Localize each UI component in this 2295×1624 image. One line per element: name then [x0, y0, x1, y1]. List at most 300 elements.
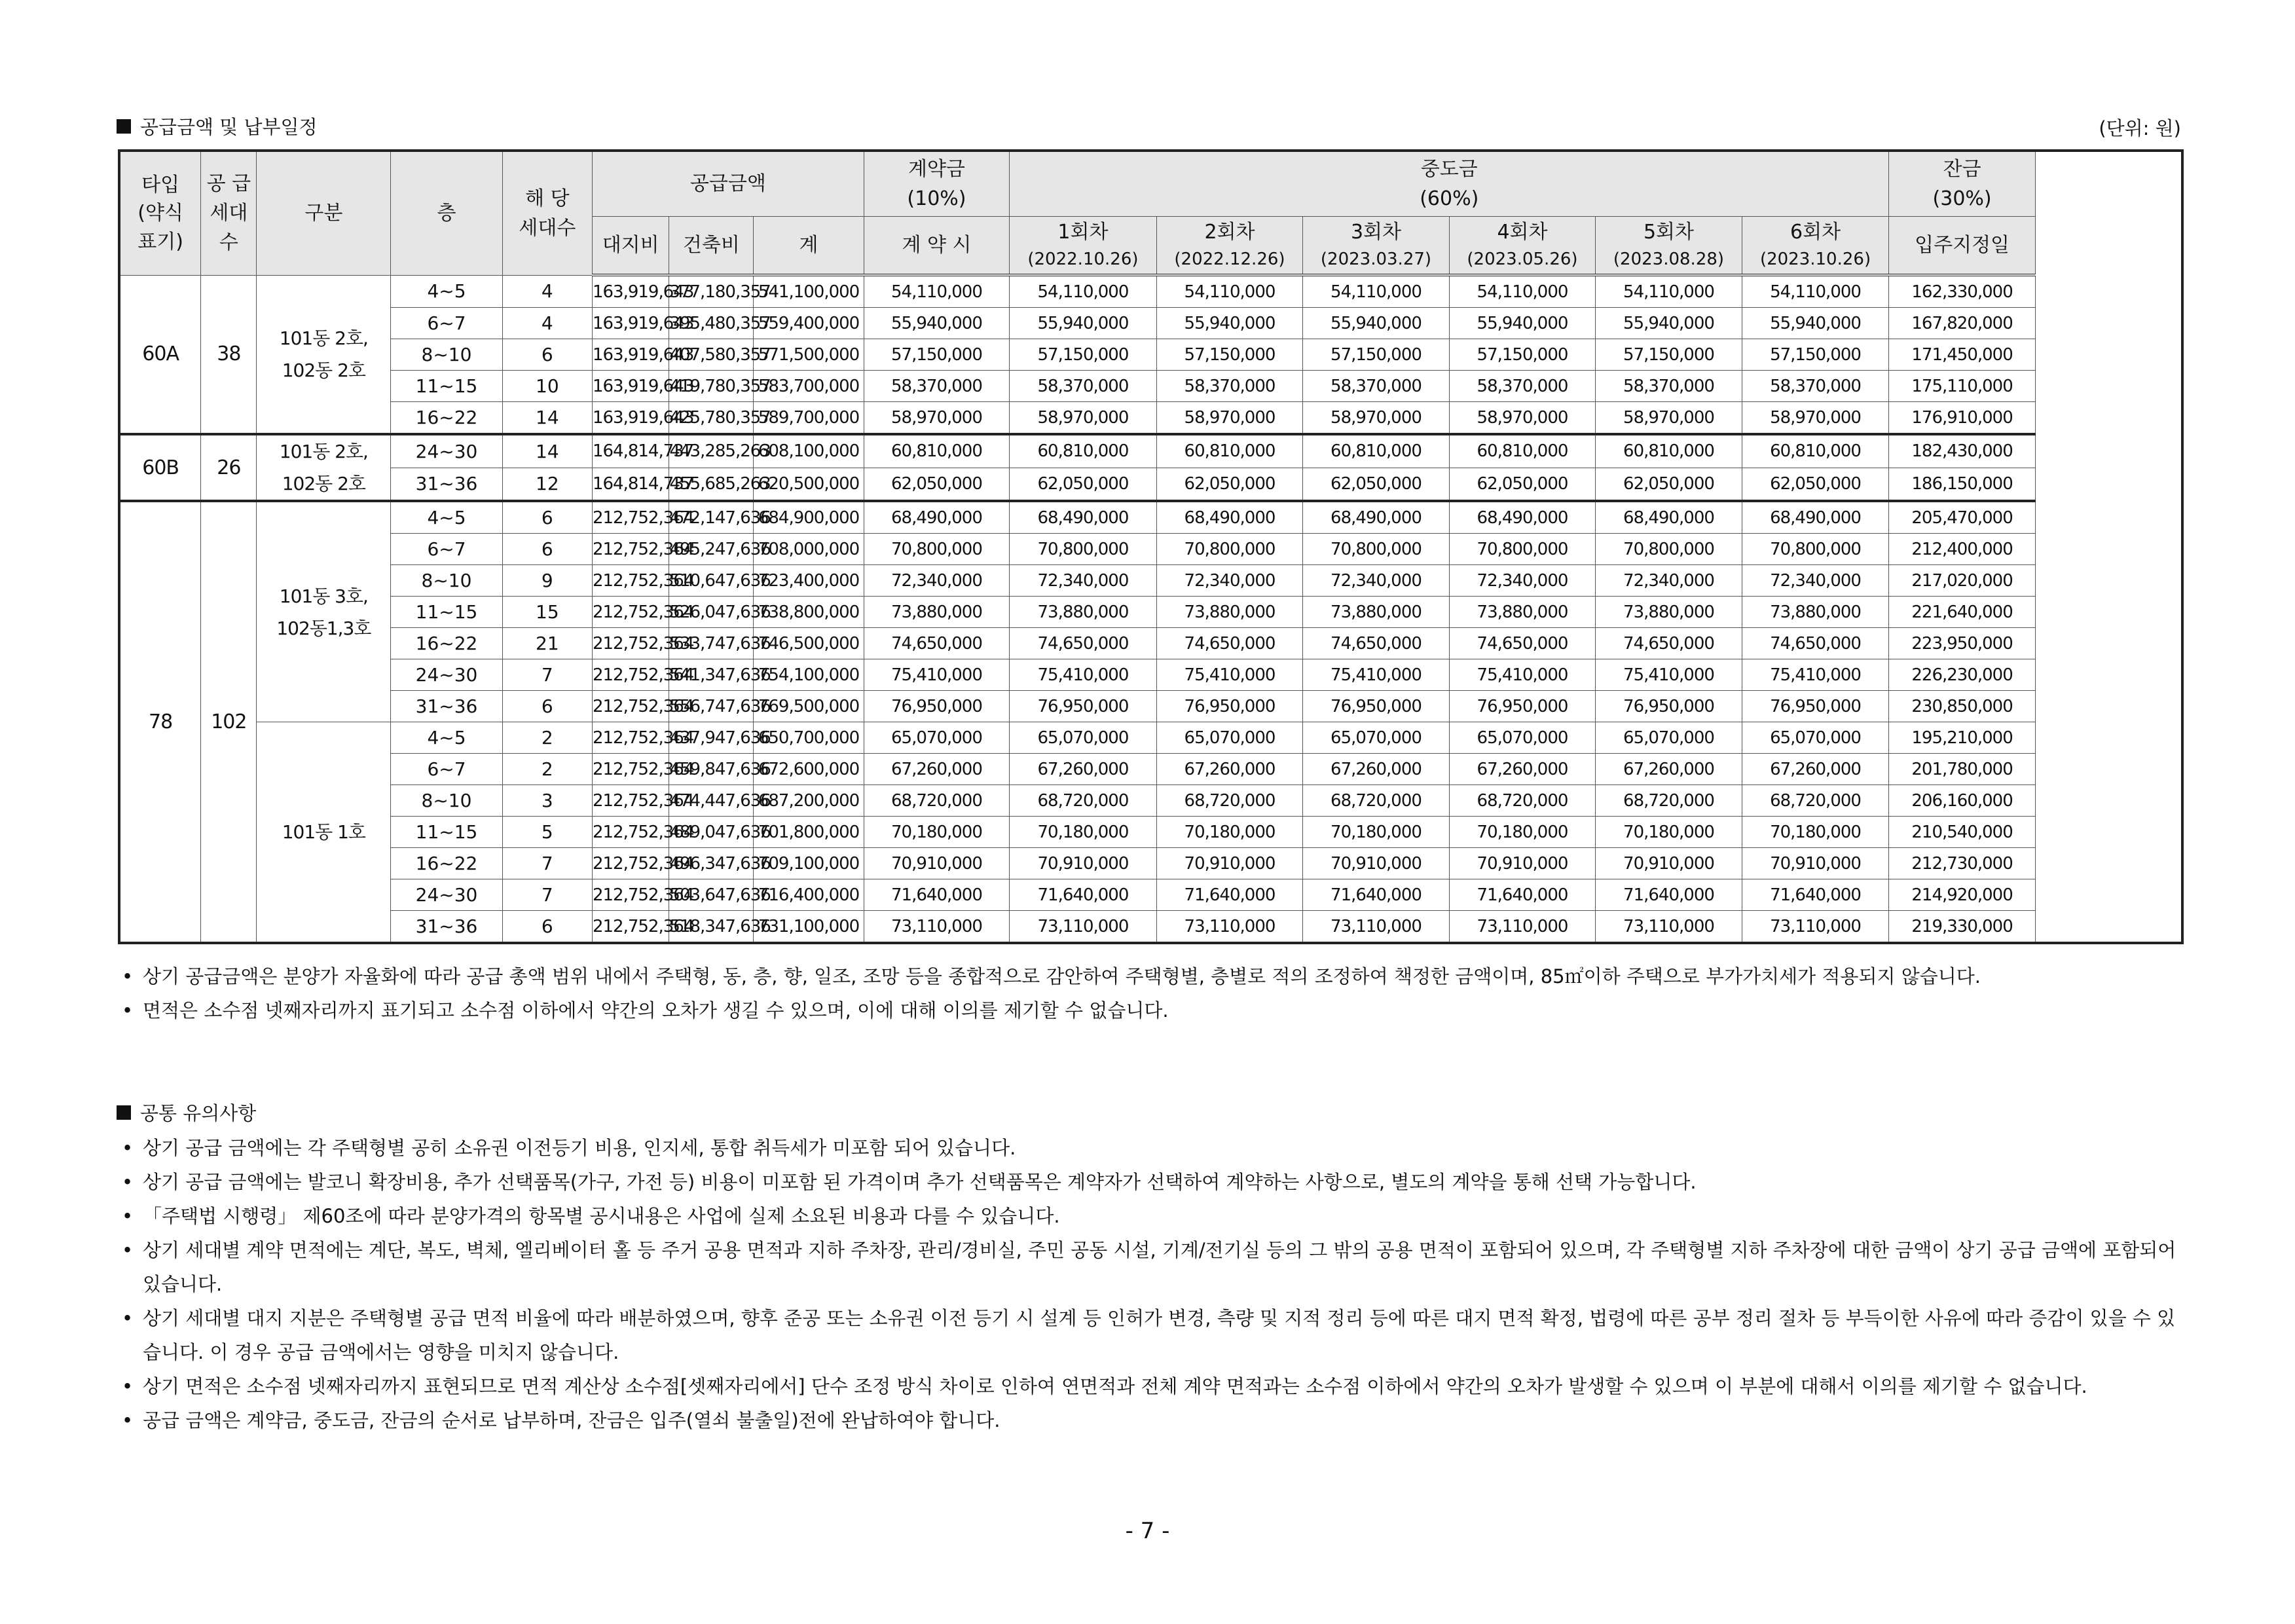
installment-1-cell: 68,720,000	[1010, 785, 1157, 817]
land-price-cell: 212,752,364	[592, 565, 669, 597]
note-item: • 상기 면적은 소수점 넷째자리까지 표현되므로 면적 계산상 소수점[셋째자리에서] 단수 조정 방식 차이로 인하여 연면적과 전체 계약 면적과는 소수점 이하에서 약간의 오차가 발생할 수 있으며 이 부분에 대해서 이의를 제기할 수 없습니다.	[118, 1369, 2187, 1403]
installment-6-cell: 74,650,000	[1742, 628, 1889, 659]
installment-4-cell: 55,940,000	[1449, 308, 1596, 339]
deposit-cell: 62,050,000	[864, 468, 1009, 501]
header-division: 구분	[257, 151, 391, 275]
balance-cell: 162,330,000	[1889, 275, 2036, 308]
deposit-cell: 75,410,000	[864, 659, 1009, 691]
floor-cell: 16~22	[391, 848, 502, 879]
units-cell: 14	[502, 434, 592, 468]
installment-5-cell: 73,880,000	[1596, 597, 1742, 628]
deposit-cell: 58,370,000	[864, 371, 1009, 402]
floor-cell: 31~36	[391, 911, 502, 944]
installment-3-cell: 76,950,000	[1303, 691, 1450, 722]
installment-6-cell: 58,370,000	[1742, 371, 1889, 402]
floor-cell: 16~22	[391, 628, 502, 659]
division-cell: 101동 2호, 102동 2호	[257, 275, 391, 434]
table-row	[119, 659, 2182, 691]
installment-2-cell: 72,340,000	[1156, 565, 1303, 597]
note-item: • 상기 공급 금액에는 발코니 확장비용, 추가 선택품목(가구, 가전 등) 비용이 미포함 된 가격이며 추가 선택품목은 계약자가 선택하여 계약하는 사항으로, 별도의 계약을 통해 선택 가능합니다.	[118, 1165, 2187, 1199]
section-title: 공통 유의사항	[140, 1102, 257, 1124]
division-cell: 101동 1호	[257, 722, 391, 944]
installment-5-cell: 70,910,000	[1596, 848, 1742, 879]
installment-2-cell: 68,490,000	[1156, 501, 1303, 534]
table-row	[119, 534, 2182, 565]
installment-date: (2023.08.28)	[1613, 249, 1725, 270]
installment-5-cell: 68,720,000	[1596, 785, 1742, 817]
installment-1-cell: 76,950,000	[1010, 691, 1157, 722]
installment-1-cell: 70,180,000	[1010, 817, 1157, 848]
building-price-cell: 510,647,636	[669, 565, 754, 597]
installment-2-cell: 70,800,000	[1156, 534, 1303, 565]
price-schedule-table	[118, 149, 2184, 944]
units-cell: 3	[502, 785, 592, 817]
building-price-cell: 437,947,636	[669, 722, 754, 754]
balance-cell: 175,110,000	[1889, 371, 2036, 402]
units-cell: 6	[502, 339, 592, 371]
land-price-cell: 212,752,364	[592, 597, 669, 628]
balance-cell: 205,470,000	[1889, 501, 2036, 534]
installment-6-cell: 60,810,000	[1742, 434, 1889, 468]
table-row	[119, 785, 2182, 817]
balance-cell: 201,780,000	[1889, 754, 2036, 785]
type-cell: 60B	[119, 434, 201, 501]
deposit-cell: 73,880,000	[864, 597, 1009, 628]
installment-3-cell: 57,150,000	[1303, 339, 1450, 371]
floor-cell: 6~7	[391, 308, 502, 339]
building-price-cell: 425,780,357	[669, 402, 754, 435]
common-notes	[118, 1131, 2187, 1437]
installment-1-cell: 75,410,000	[1010, 659, 1157, 691]
land-price-cell: 163,919,643	[592, 402, 669, 435]
building-price-cell: 533,747,636	[669, 628, 754, 659]
deposit-pct: (10%)	[907, 187, 966, 210]
installment-5-cell: 76,950,000	[1596, 691, 1742, 722]
installment-2-cell: 70,180,000	[1156, 817, 1303, 848]
units-cell: 4	[502, 275, 592, 308]
balance-cell: 219,330,000	[1889, 911, 2036, 944]
price-notes	[118, 959, 2187, 1027]
installment-4-cell: 72,340,000	[1449, 565, 1596, 597]
floor-cell: 31~36	[391, 691, 502, 722]
installment-2-cell: 73,110,000	[1156, 911, 1303, 944]
installment-1-cell: 65,070,000	[1010, 722, 1157, 754]
balance-cell: 221,640,000	[1889, 597, 2036, 628]
installment-4-cell: 70,800,000	[1449, 534, 1596, 565]
header-installment-1	[1010, 216, 1157, 275]
balance-cell: 226,230,000	[1889, 659, 2036, 691]
deposit-cell: 71,640,000	[864, 879, 1009, 911]
installment-date: (2022.12.26)	[1174, 249, 1285, 270]
total-price-cell: 769,500,000	[754, 691, 864, 722]
installment-3-cell: 65,070,000	[1303, 722, 1450, 754]
floor-cell: 24~30	[391, 659, 502, 691]
floor-cell: 11~15	[391, 817, 502, 848]
building-price-cell: 472,147,636	[669, 501, 754, 534]
installment-5-cell: 72,340,000	[1596, 565, 1742, 597]
installment-date: (2023.10.26)	[1759, 249, 1871, 270]
installment-3-cell: 74,650,000	[1303, 628, 1450, 659]
total-price-cell: 672,600,000	[754, 754, 864, 785]
units-cell: 6	[502, 691, 592, 722]
type-cell: 78	[119, 501, 201, 943]
installment-1-cell: 74,650,000	[1010, 628, 1157, 659]
installment-5-cell: 60,810,000	[1596, 434, 1742, 468]
installment-4-cell: 62,050,000	[1449, 468, 1596, 501]
installment-1-cell: 68,490,000	[1010, 501, 1157, 534]
installment-6-cell: 65,070,000	[1742, 722, 1889, 754]
installment-2-cell: 70,910,000	[1156, 848, 1303, 879]
floor-cell: 8~10	[391, 339, 502, 371]
installment-1-cell: 57,150,000	[1010, 339, 1157, 371]
installment-3-cell: 70,800,000	[1303, 534, 1450, 565]
installment-3-cell: 70,910,000	[1303, 848, 1450, 879]
installment-4-cell: 60,810,000	[1449, 434, 1596, 468]
table-row	[119, 371, 2182, 402]
installment-4-cell: 57,150,000	[1449, 339, 1596, 371]
header-installment-5	[1596, 216, 1742, 275]
installment-6-cell: 57,150,000	[1742, 339, 1889, 371]
installment-2-cell: 57,150,000	[1156, 339, 1303, 371]
installment-5-cell: 75,410,000	[1596, 659, 1742, 691]
header-deposit-when: 계 약 시	[864, 216, 1009, 275]
land-price-cell: 212,752,364	[592, 848, 669, 879]
balance-cell: 195,210,000	[1889, 722, 2036, 754]
installment-2-cell: 55,940,000	[1156, 308, 1303, 339]
square-bullet-icon	[117, 119, 131, 134]
deposit-cell: 55,940,000	[864, 308, 1009, 339]
deposit-cell: 65,070,000	[864, 722, 1009, 754]
installment-1-cell: 73,880,000	[1010, 597, 1157, 628]
balance-cell: 230,850,000	[1889, 691, 2036, 722]
balance-cell: 206,160,000	[1889, 785, 2036, 817]
land-price-cell: 163,919,643	[592, 308, 669, 339]
installment-date: (2023.03.27)	[1320, 249, 1432, 270]
deposit-cell: 67,260,000	[864, 754, 1009, 785]
land-price-cell: 212,752,364	[592, 754, 669, 785]
header-land: 대지비	[592, 216, 669, 275]
header-installment-2	[1156, 216, 1303, 275]
note-item: • 공급 금액은 계약금, 중도금, 잔금의 순서로 납부하며, 잔금은 입주(열쇠 불출일)전에 완납하여야 합니다.	[118, 1403, 2187, 1437]
total-price-cell: 708,000,000	[754, 534, 864, 565]
installment-6-cell: 68,720,000	[1742, 785, 1889, 817]
installment-2-cell: 65,070,000	[1156, 722, 1303, 754]
units-cell: 7	[502, 879, 592, 911]
installment-1-cell: 60,810,000	[1010, 434, 1157, 468]
units-cell: 7	[502, 659, 592, 691]
installment-4-cell: 70,180,000	[1449, 817, 1596, 848]
note-item: • 상기 공급 금액에는 각 주택형별 공히 소유권 이전등기 비용, 인지세, 통합 취득세가 미포함 되어 있습니다.	[118, 1131, 2187, 1165]
installment-2-cell: 67,260,000	[1156, 754, 1303, 785]
installment-6-cell: 55,940,000	[1742, 308, 1889, 339]
deposit-cell: 54,110,000	[864, 275, 1009, 308]
balance-cell: 212,400,000	[1889, 534, 2036, 565]
units-cell: 15	[502, 597, 592, 628]
installment-2-cell: 54,110,000	[1156, 275, 1303, 308]
deposit-cell: 73,110,000	[864, 911, 1009, 944]
section-title: 공급금액 및 납부일정	[140, 116, 318, 138]
building-price-cell: 495,247,636	[669, 534, 754, 565]
installment-2-cell: 73,880,000	[1156, 597, 1303, 628]
installment-6-cell: 76,950,000	[1742, 691, 1889, 722]
table-row	[119, 339, 2182, 371]
header-middle-payment	[1010, 151, 1889, 216]
header-balance-when: 입주지정일	[1889, 216, 2036, 275]
installment-3-cell: 60,810,000	[1303, 434, 1450, 468]
units-cell: 7	[502, 848, 592, 879]
table-row	[119, 468, 2182, 501]
land-price-cell: 163,919,643	[592, 275, 669, 308]
installment-3-cell: 55,940,000	[1303, 308, 1450, 339]
price-table-body	[119, 275, 2182, 943]
installment-3-cell: 70,180,000	[1303, 817, 1450, 848]
installment-5-cell: 55,940,000	[1596, 308, 1742, 339]
land-price-cell: 163,919,643	[592, 371, 669, 402]
installment-1-cell: 70,800,000	[1010, 534, 1157, 565]
building-price-cell: 489,047,636	[669, 817, 754, 848]
installment-1-cell: 71,640,000	[1010, 879, 1157, 911]
total-price-cell: 608,100,000	[754, 434, 864, 468]
table-row	[119, 911, 2182, 944]
installment-5-cell: 70,180,000	[1596, 817, 1742, 848]
balance-cell: 171,450,000	[1889, 339, 2036, 371]
installment-label: 2회차	[1204, 221, 1255, 244]
total-price-cell: 684,900,000	[754, 501, 864, 534]
installment-1-cell: 62,050,000	[1010, 468, 1157, 501]
header-installment-4	[1449, 216, 1596, 275]
table-row	[119, 817, 2182, 848]
installment-3-cell: 68,490,000	[1303, 501, 1450, 534]
installment-3-cell: 54,110,000	[1303, 275, 1450, 308]
table-row	[119, 597, 2182, 628]
installment-3-cell: 68,720,000	[1303, 785, 1450, 817]
supply-units-cell: 26	[201, 434, 257, 501]
building-price-cell: 526,047,636	[669, 597, 754, 628]
floor-cell: 6~7	[391, 754, 502, 785]
building-price-cell: 419,780,357	[669, 371, 754, 402]
note-item: • 상기 세대별 대지 지분은 주택형별 공급 면적 비율에 따라 배분하였으며, 향후 준공 또는 소유권 이전 등기 시 설계 등 인허가 변경, 측량 및 지적 정리 등에 따른 대지 면적 확정, 법령에 따른 공부 정리 절차 등 부득이한 사유에 따라 증감이 있을 수 있습니다. 이 경우 공급 금액에서는 영향을 미치지 않습니다.	[118, 1301, 2187, 1369]
land-price-cell: 212,752,364	[592, 817, 669, 848]
total-price-cell: 709,100,000	[754, 848, 864, 879]
table-row	[119, 691, 2182, 722]
installment-5-cell: 71,640,000	[1596, 879, 1742, 911]
installment-2-cell: 58,970,000	[1156, 402, 1303, 435]
installment-3-cell: 72,340,000	[1303, 565, 1450, 597]
building-price-cell: 556,747,636	[669, 691, 754, 722]
installment-1-cell: 72,340,000	[1010, 565, 1157, 597]
land-price-cell: 212,752,364	[592, 534, 669, 565]
balance-cell: 214,920,000	[1889, 879, 2036, 911]
page-number: - 7 -	[1125, 1518, 1170, 1544]
units-cell: 2	[502, 722, 592, 754]
installment-5-cell: 74,650,000	[1596, 628, 1742, 659]
installment-4-cell: 70,910,000	[1449, 848, 1596, 879]
land-price-cell: 212,752,364	[592, 722, 669, 754]
header-installment-3	[1303, 216, 1450, 275]
installment-4-cell: 54,110,000	[1449, 275, 1596, 308]
installment-1-cell: 58,370,000	[1010, 371, 1157, 402]
units-cell: 9	[502, 565, 592, 597]
deposit-cell: 70,910,000	[864, 848, 1009, 879]
table-row	[119, 565, 2182, 597]
deposit-cell: 70,800,000	[864, 534, 1009, 565]
installment-4-cell: 76,950,000	[1449, 691, 1596, 722]
installment-label: 6회차	[1790, 221, 1841, 244]
installment-4-cell: 71,640,000	[1449, 879, 1596, 911]
floor-cell: 11~15	[391, 597, 502, 628]
deposit-cell: 57,150,000	[864, 339, 1009, 371]
units-cell: 5	[502, 817, 592, 848]
units-cell: 4	[502, 308, 592, 339]
installment-6-cell: 58,970,000	[1742, 402, 1889, 435]
table-row	[119, 308, 2182, 339]
land-price-cell: 212,752,364	[592, 911, 669, 944]
installment-5-cell: 58,370,000	[1596, 371, 1742, 402]
total-price-cell: 746,500,000	[754, 628, 864, 659]
table-row	[119, 402, 2182, 435]
installment-4-cell: 68,490,000	[1449, 501, 1596, 534]
installment-2-cell: 75,410,000	[1156, 659, 1303, 691]
land-price-cell: 212,752,364	[592, 785, 669, 817]
floor-cell: 24~30	[391, 434, 502, 468]
installment-3-cell: 58,370,000	[1303, 371, 1450, 402]
header-floor: 층	[391, 151, 502, 275]
installment-2-cell: 68,720,000	[1156, 785, 1303, 817]
land-price-cell: 212,752,364	[592, 879, 669, 911]
deposit-cell: 58,970,000	[864, 402, 1009, 435]
balance-cell: 186,150,000	[1889, 468, 2036, 501]
units-cell: 6	[502, 534, 592, 565]
total-price-cell: 620,500,000	[754, 468, 864, 501]
installment-3-cell: 73,110,000	[1303, 911, 1450, 944]
installment-4-cell: 75,410,000	[1449, 659, 1596, 691]
installment-5-cell: 68,490,000	[1596, 501, 1742, 534]
balance-label: 잔금	[1943, 157, 1981, 181]
units-cell: 14	[502, 402, 592, 435]
total-price-cell: 738,800,000	[754, 597, 864, 628]
floor-cell: 4~5	[391, 275, 502, 308]
unit-label: (단위: 원)	[2099, 117, 2181, 139]
building-price-cell: 395,480,357	[669, 308, 754, 339]
middle-pct: (60%)	[1420, 187, 1479, 210]
total-price-cell: 571,500,000	[754, 339, 864, 371]
floor-cell: 11~15	[391, 371, 502, 402]
section-heading-common	[117, 1099, 256, 1126]
building-price-cell: 377,180,357	[669, 275, 754, 308]
floor-cell: 8~10	[391, 565, 502, 597]
installment-1-cell: 54,110,000	[1010, 275, 1157, 308]
total-price-cell: 583,700,000	[754, 371, 864, 402]
installment-5-cell: 67,260,000	[1596, 754, 1742, 785]
installment-2-cell: 58,370,000	[1156, 371, 1303, 402]
installment-4-cell: 68,720,000	[1449, 785, 1596, 817]
installment-6-cell: 54,110,000	[1742, 275, 1889, 308]
installment-6-cell: 68,490,000	[1742, 501, 1889, 534]
deposit-cell: 70,180,000	[864, 817, 1009, 848]
installment-4-cell: 65,070,000	[1449, 722, 1596, 754]
installment-3-cell: 71,640,000	[1303, 879, 1450, 911]
installment-date: (2023.05.26)	[1467, 249, 1578, 270]
total-price-cell: 589,700,000	[754, 402, 864, 435]
header-type: 타입 (약식 표기)	[119, 151, 201, 275]
deposit-cell: 76,950,000	[864, 691, 1009, 722]
installment-4-cell: 58,970,000	[1449, 402, 1596, 435]
balance-cell: 182,430,000	[1889, 434, 2036, 468]
installment-3-cell: 75,410,000	[1303, 659, 1450, 691]
installment-label: 4회차	[1497, 221, 1548, 244]
note-item: • 「주택법 시행령」 제60조에 따라 분양가격의 항목별 공시내용은 사업에 실제 소요된 비용과 다를 수 있습니다.	[118, 1199, 2187, 1233]
installment-5-cell: 65,070,000	[1596, 722, 1742, 754]
section-heading-price	[117, 113, 318, 139]
supply-units-cell: 38	[201, 275, 257, 434]
floor-cell: 4~5	[391, 501, 502, 534]
floor-cell: 16~22	[391, 402, 502, 435]
floor-cell: 4~5	[391, 722, 502, 754]
header-applicable-units: 해 당 세대수	[502, 151, 592, 275]
land-price-cell: 164,814,737	[592, 434, 669, 468]
installment-2-cell: 62,050,000	[1156, 468, 1303, 501]
installment-label: 3회차	[1350, 221, 1401, 244]
building-price-cell: 455,685,263	[669, 468, 754, 501]
total-price-cell: 541,100,000	[754, 275, 864, 308]
building-price-cell: 474,447,636	[669, 785, 754, 817]
deposit-cell: 72,340,000	[864, 565, 1009, 597]
installment-3-cell: 62,050,000	[1303, 468, 1450, 501]
balance-cell: 212,730,000	[1889, 848, 2036, 879]
header-supply-price: 공급금액	[592, 151, 864, 216]
units-cell: 6	[502, 911, 592, 944]
installment-3-cell: 67,260,000	[1303, 754, 1450, 785]
building-price-cell: 407,580,357	[669, 339, 754, 371]
installment-4-cell: 73,110,000	[1449, 911, 1596, 944]
floor-cell: 31~36	[391, 468, 502, 501]
installment-2-cell: 60,810,000	[1156, 434, 1303, 468]
installment-4-cell: 73,880,000	[1449, 597, 1596, 628]
header-installment-6	[1742, 216, 1889, 275]
floor-cell: 6~7	[391, 534, 502, 565]
table-row	[119, 501, 2182, 534]
header-supply-units: 공 급 세대수	[201, 151, 257, 275]
installment-5-cell: 70,800,000	[1596, 534, 1742, 565]
total-price-cell: 701,800,000	[754, 817, 864, 848]
building-price-cell: 459,847,636	[669, 754, 754, 785]
installment-label: 1회차	[1057, 221, 1109, 244]
installment-4-cell: 67,260,000	[1449, 754, 1596, 785]
installment-1-cell: 73,110,000	[1010, 911, 1157, 944]
balance-cell: 176,910,000	[1889, 402, 2036, 435]
total-price-cell: 723,400,000	[754, 565, 864, 597]
deposit-cell: 60,810,000	[864, 434, 1009, 468]
installment-2-cell: 71,640,000	[1156, 879, 1303, 911]
building-price-cell: 541,347,636	[669, 659, 754, 691]
installment-1-cell: 58,970,000	[1010, 402, 1157, 435]
supply-units-cell: 102	[201, 501, 257, 943]
installment-6-cell: 71,640,000	[1742, 879, 1889, 911]
total-price-cell: 731,100,000	[754, 911, 864, 944]
installment-label: 5회차	[1643, 221, 1694, 244]
installment-6-cell: 62,050,000	[1742, 468, 1889, 501]
installment-6-cell: 70,910,000	[1742, 848, 1889, 879]
units-cell: 6	[502, 501, 592, 534]
building-price-cell: 503,647,636	[669, 879, 754, 911]
floor-cell: 8~10	[391, 785, 502, 817]
total-price-cell: 650,700,000	[754, 722, 864, 754]
units-cell: 12	[502, 468, 592, 501]
total-price-cell: 687,200,000	[754, 785, 864, 817]
note-item: • 면적은 소수점 넷째자리까지 표기되고 소수점 이하에서 약간의 오차가 생길 수 있으며, 이에 대해 이의를 제기할 수 없습니다.	[118, 993, 2187, 1027]
installment-6-cell: 70,180,000	[1742, 817, 1889, 848]
units-cell: 2	[502, 754, 592, 785]
